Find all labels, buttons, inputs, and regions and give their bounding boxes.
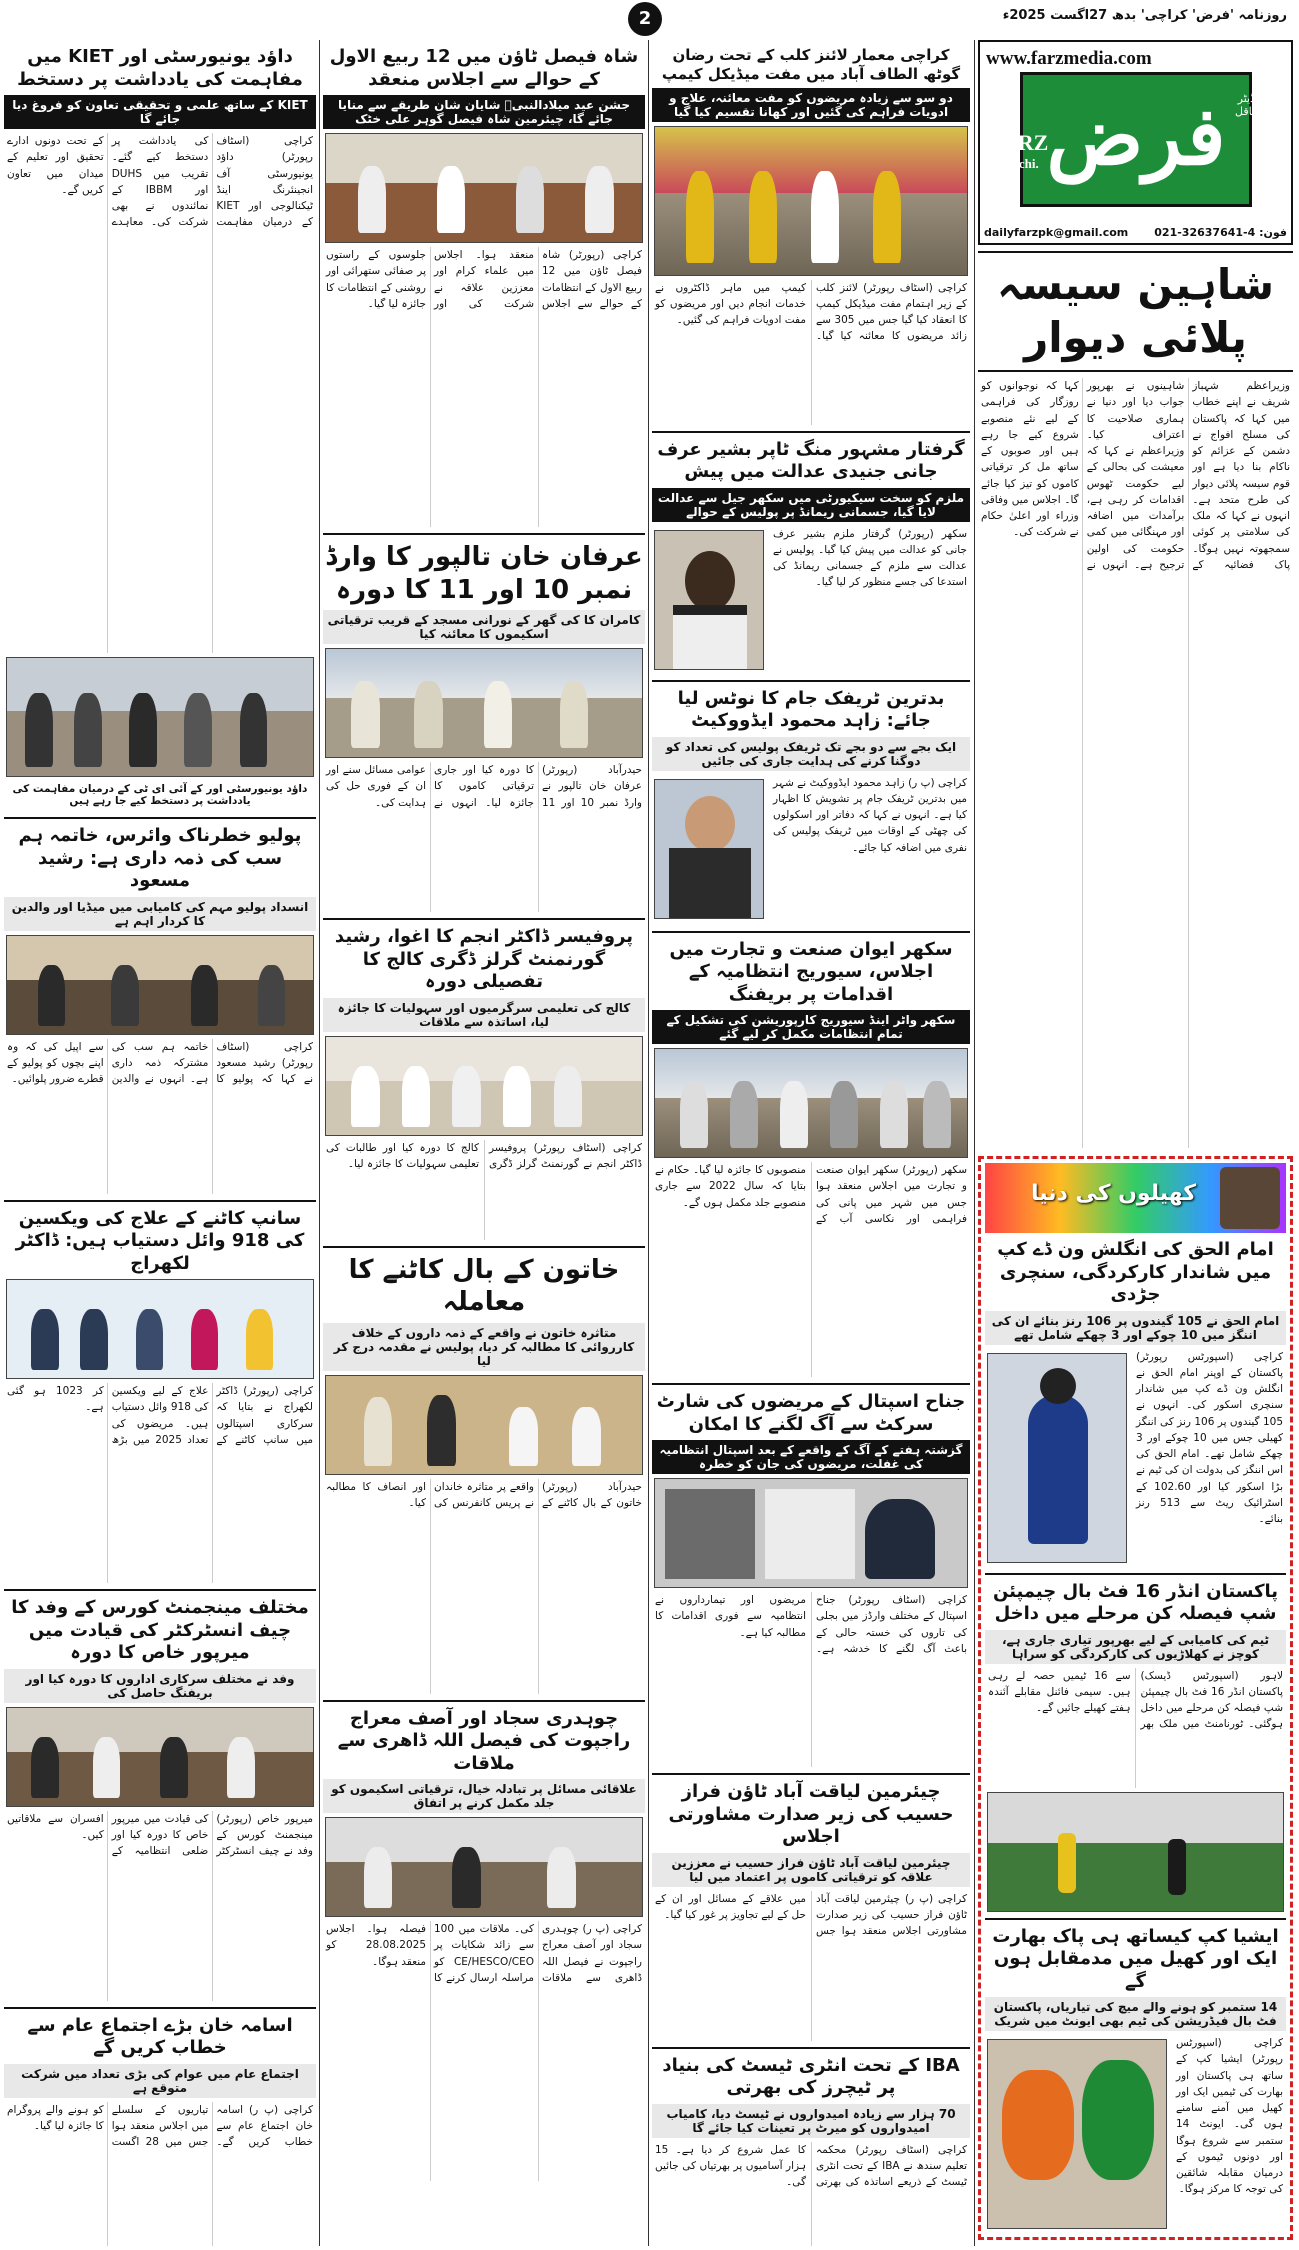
c3-story2-subhead: کامران کا کی گھر کے نورانی مسجد کے قریب ترقیاتی اسکیموں کا معائنہ کیا [323, 610, 645, 644]
sport3-photo [987, 2039, 1167, 2229]
c2-story2-headline: گرفتار مشہور منگ ٹاپر بشیر عرف جانی جنیدی عدالت میں پیش [657, 438, 965, 482]
divider [652, 2047, 970, 2049]
divider [985, 1918, 1286, 1920]
c2-story3-headline: بدترین ٹریفک جام کا نوٹس لیا جائے: زاہد محمود ایڈووکیٹ [677, 687, 945, 731]
c2-story1-photo [654, 126, 968, 276]
c4-story4-body: میرپور خاص (رپورٹر) مینجمنٹ کورس کے وفد نے چیف انسٹرکٹر کی قیادت میں میرپور خاص کا دورہ کیا اور ضلعی انتظامیہ کے افسران سے ملاقاتیں کیں۔ [7, 1812, 313, 1858]
divider [652, 431, 970, 433]
c2-story1-subhead: دو سو سے زیادہ مریضوں کو مفت معائنہ، علاج و ادویات فراہم کی گئیں اور کھانا تقسیم کیا گیا [652, 88, 970, 122]
divider [4, 1589, 316, 1591]
c3-story5-headline: چوہدری سجاد اور آصف معراج راجپوت کی فیصل اللہ ڈاھری سے ملاقات [337, 1707, 631, 1774]
c3-story3-body: کراچی (اسٹاف رپورٹر) پروفیسر ڈاکٹر انجم نے گورنمنٹ گرلز ڈگری کالج کا دورہ کیا اور طالبات کی تعلیمی سہولیات کا جائزہ لیا۔ [326, 1141, 642, 1170]
c2-story5-headline: جناح اسپتال کے مریضوں کی شارٹ سرکٹ سے آگ لگنے کا امکان [656, 1391, 966, 1435]
c4-story3-photo [6, 1279, 314, 1379]
divider [323, 533, 645, 535]
divider [652, 1383, 970, 1385]
column-left [4, 40, 316, 2246]
sport3-body: کراچی (اسپورٹس رپورٹر) ایشیا کپ کے ساتھ ہی پاکستان اور بھارت کی ٹیمیں ایک اور کھیل میں آمنے سامنے ہوں گی۔ ایونٹ 14 ستمبر سے شروع ہوگا اور دونوں ٹیموں کے درمیان مقابلہ شائقین کی توجہ کا مرکز ہوگا۔ [1176, 2037, 1283, 2196]
divider [323, 1246, 645, 1248]
c4-story5-headline: اسامہ خان بڑے اجتماع عام سے خطاب کریں گے [27, 2014, 293, 2058]
c4-story3-headline: سانپ کاٹنے کے علاج کی ویکسین کی 918 وائل دستیاب ہیں: ڈاکٹر لکھراج [15, 1207, 305, 1274]
sports-section [978, 1156, 1293, 2240]
c2-story6-body: کراچی (پ ر) چیئرمین لیاقت آباد ٹاؤن فراز حسیب کی زیر صدارت مشاورتی اجلاس منعقد ہوا جس میں علاقے کے مسائل اور ان کے حل کے لیے تجاویز پر غور کیا گیا۔ [655, 1892, 967, 1938]
divider [985, 1573, 1286, 1575]
c3-story2-body: حیدرآباد (رپورٹر) عرفان خان تالپور نے وارڈ نمبر 10 اور 11 کا دورہ کیا اور جاری ترقیاتی کاموں کا جائزہ لیا۔ انہوں نے عوامی مسائل سنے اور ان کے فوری حل کی ہدایت کی۔ [326, 764, 642, 809]
sports-banner-portrait [1220, 1167, 1280, 1229]
column-rule [974, 40, 975, 2246]
c2-story1-headline: کراچی معمار لائنز کلب کے تحت رضان گوٹھ الطاف آباد میں مفت میڈیکل کیمپ [661, 46, 961, 83]
c3-story4-photo [325, 1375, 643, 1475]
lead-body: وزیراعظم شہباز شریف نے اپنے خطاب میں کہا کہ پاکستان کی مسلح افواج نے دشمن کے عزائم کو ناکام بنا دیا ہے اور قوم سیسہ پلائی دیوار کی طرح متحد ہے۔ انہوں نے کہا کہ ملک کی سلامتی پر کوئی سمجھوتہ نہیں ہوگا۔ پاک فضائیہ کے شاہینوں نے بھرپور جواب دیا اور دنیا نے ہماری صلاحیت کا اعتراف کیا۔ وزیراعظم نے کہا کہ معیشت کی بحالی کے لیے حکومت ٹھوس اقدامات کر رہی ہے، برآمدات میں اضافہ اور مہنگائی میں کمی حکومت کی اولین ترجیح ہے۔ انہوں نے کہا کہ نوجوانوں کو روزگار کی فراہمی کے لیے نئے منصوبے شروع کیے جا رہے ہیں اور صوبوں کے ساتھ مل کر ترقیاتی کاموں کو تیز کیا جائے گا۔ اجلاس میں وفاقی وزراء اور اعلیٰ حکام نے شرکت کی۔ [981, 380, 1290, 571]
divider [323, 918, 645, 920]
masthead-contact [984, 226, 1287, 239]
c2-story5-body: کراچی (اسٹاف رپورٹر) جناح اسپتال کے مختلف وارڈز میں بجلی کی تاروں کی خستہ حالی کے باعث آگ لگنے کا خدشہ ہے۔ مریضوں اور تیمارداروں نے انتظامیہ سے فوری اقدامات کا مطالبہ کیا ہے۔ [655, 1594, 967, 1655]
c3-story5-body: کراچی (پ ر) چوہدری سجاد اور آصف معراج راجپوت نے فیصل اللہ ڈاھری سے ملاقات کی۔ ملاقات میں 100 سے زائد شکایات پر CE/HESCO/CEO کو مراسلہ ارسال کرنے کا فیصلہ ہوا۔ اجلاس 28.08.2025 کو منعقد ہوگا۔ [326, 1923, 642, 1984]
sports-banner-title: کھیلوں کی دنیا [1030, 1181, 1196, 1206]
divider [4, 1200, 316, 1202]
c4-story4-subhead: وفد نے مختلف سرکاری اداروں کا دورہ کیا اور بریفنگ حاصل کی [4, 1669, 316, 1703]
c2-story4-body: سکھر (رپورٹر) سکھر ایوان صنعت و تجارت میں اجلاس منعقد ہوا جس میں شہر میں پانی کی فراہمی اور نکاسی آب کے منصوبوں کا جائزہ لیا گیا۔ حکام نے بتایا کہ سال 2022 سے جاری منصوبے جلد مکمل ہوں گے۔ [655, 1164, 967, 1225]
column-rule [648, 40, 649, 2246]
c2-story2-photo [654, 530, 764, 670]
c3-story3-headline: پروفیسر ڈاکٹر انجم کا اغوا، رشید گورنمنٹ گرلز ڈگری کالج کا تفصیلی دورہ [334, 926, 634, 992]
c4-story2-headline: پولیو خطرناک وائرس، خاتمہ ہم سب کی ذمہ داری ہے: رشید مسعود [18, 825, 302, 891]
c3-story4-headline: خاتون کے بال کاٹنے کا معاملہ [348, 1254, 620, 1317]
c2-story7-subhead: 70 ہزار سے زیادہ امیدواروں نے ٹیسٹ دیا، کامیاب امیدواروں کو میرٹ پر تعینات کیا جائے گا [652, 2104, 970, 2138]
sport2-subhead: ٹیم کی کامیابی کے لیے بھرپور تیاری جاری ہے، کوچز نے کھلاڑیوں کی کارکردگی کو سراہا [985, 1630, 1286, 1664]
masthead-phone: 021-32637641-4 :فون [1154, 226, 1287, 239]
sport1-subhead: امام الحق نے 105 گیندوں پر 106 رنز بنائے ان کی اننگز میں 10 چوکے اور 3 چھکے شامل تھے [985, 1311, 1286, 1345]
sport2-photo [987, 1792, 1284, 1912]
c4-story1-subhead: KIET کے ساتھ علمی و تحقیقی تعاون کو فروغ دیا جائے گا [4, 95, 316, 129]
c2-story4-subhead: سکھر واٹر اینڈ سیوریج کارپوریشن کی تشکیل کے تمام انتظامات مکمل کر لیے گئے [652, 1010, 970, 1044]
c3-story2-headline: عرفان خان تالپور کا وارڈ نمبر 10 اور 11 کا دورہ [325, 542, 643, 605]
c4-story1-headline: داؤد یونیورسٹی اور KIET میں مفاہمت کی یادداشت پر دستخط [17, 46, 303, 90]
c3-story4-body: حیدرآباد (رپورٹر) خاتون کے بال کاٹنے کے واقعے پر متاثرہ خاندان نے پریس کانفرنس کی اور انصاف کا مطالبہ کیا۔ [326, 1480, 642, 1509]
sport3-subhead: 14 ستمبر کو ہونے والے میچ کی تیاریاں، پاکستان فٹ بال فیڈریشن کی ٹیم بھی ایونٹ میں شریک [985, 1997, 1286, 2031]
c4-story4-headline: مختلف مینجمنٹ کورس کے وفد کا چیف انسٹرکٹر کی قیادت میں میرپور خاص کا دورہ [11, 1597, 309, 1663]
c3-story5-subhead: علاقائی مسائل پر تبادلہ خیال، ترقیاتی اسکیموں کو جلد مکمل کرنے پر اتفاق [323, 1779, 645, 1813]
sport1-headline: امام الحق کی انگلش ون ڈے کپ میں شاندار کارکردگی، سنچری جڑدی [997, 1239, 1274, 1305]
sport1-photo [987, 1353, 1127, 1563]
c4-story1-photo [6, 657, 314, 777]
c3-story1-subhead: جشن عید میلادالنبیؐ شایان شان طریقے سے منایا جائے گا، چیئرمین شاہ فیصل گوہر علی خٹک [323, 95, 645, 129]
divider [978, 251, 1293, 253]
c3-story4-subhead: متاثرہ خاتون نے واقعے کے ذمہ داروں کے خلاف کارروائی کا مطالبہ کر دیا، پولیس نے مقدمہ درج کر لیا [323, 1323, 645, 1371]
masthead [978, 40, 1293, 245]
c4-story5-body: کراچی (پ ر) اسامہ خان اجتماع عام سے خطاب کریں گے۔ تیاریوں کے سلسلے میں اجلاس منعقد ہوا جس میں 28 اگست کو ہونے والے پروگرام کا جائزہ لیا گیا۔ [7, 2103, 313, 2149]
c2-story5-photo [654, 1478, 968, 1588]
c3-story1-headline: شاہ فیصل ٹاؤن میں 12 ربیع الاول کے حوالے سے اجلاس منعقد [329, 46, 639, 90]
divider [652, 680, 970, 682]
lead-headline: شاہین سیسہ پلائی دیوار [996, 260, 1275, 362]
c2-story3-photo [654, 779, 764, 919]
c2-story2-body: سکھر (رپورٹر) گرفتار ملزم بشیر عرف جانی کو عدالت میں پیش کیا گیا۔ پولیس نے عدالت سے ملزم کے جسمانی ریمانڈ کی استدعا کی جسے منظور کر لیا گیا۔ [773, 527, 967, 589]
c2-story3-subhead: ایک بجے سے دو بجے تک ٹریفک پولیس کی تعداد کو دوگنا کرنے کی ہدایت جاری کی جائیں [652, 737, 970, 771]
c2-story1-body: کراچی (اسٹاف رپورٹر) لائنز کلب کے زیر اہتمام مفت میڈیکل کیمپ کا انعقاد کیا گیا جس میں 305 سے زائد مریضوں کا معائنہ کیا گیا۔ کیمپ میں ماہر ڈاکٹروں نے خدمات انجام دیں اور مریضوں کو مفت ادویات فراہم کی گئیں۔ [655, 281, 967, 343]
c3-story2-photo [325, 648, 643, 758]
column-right [978, 40, 1293, 2246]
c2-story5-subhead: گزشتہ ہفتے کے آگ کے واقعے کے بعد اسپتال انتظامیہ کی غفلت، مریضوں کی جان کو خطرہ [652, 1440, 970, 1474]
c4-story4-photo [6, 1707, 314, 1807]
sport3-headline: ایشیا کپ کیساتھ ہی پاک بھارت ایک اور کھیل میں مدمقابل ہوں گے [992, 1925, 1279, 1992]
page-number: 2 [628, 2, 662, 36]
c3-story1-photo [325, 133, 643, 243]
c3-story3-photo [325, 1036, 643, 1136]
sports-banner [985, 1163, 1286, 1233]
page-top-bar [0, 0, 1299, 29]
c2-story4-photo [654, 1048, 968, 1158]
masthead-latin-name: Daily FARZ Karachi. [990, 114, 1049, 171]
masthead-logo: فرض [1020, 72, 1252, 207]
c2-story4-headline: سکھر ایوان صنعت و تجارت میں اجلاس، سیوریج انتظامیہ کے اقدامات پر بریفنگ [669, 938, 953, 1005]
divider [652, 1773, 970, 1775]
c2-story2-subhead: ملزم کو سخت سیکیورٹی میں سکھر جیل سے عدالت لایا گیا، جسمانی ریمانڈ پر پولیس کے حوالے [652, 488, 970, 522]
dateline: روزنامہ 'فرض' کراچی' بدھ 27اگست 2025ء [1002, 8, 1287, 23]
c4-story2-subhead: انسداد پولیو مہم کی کامیابی میں میڈیا اور والدین کا کردار اہم ہے [4, 897, 316, 931]
c4-story5-subhead: اجتماع عام میں عوام کی بڑی تعداد میں شرکت متوقع ہے [4, 2064, 316, 2098]
divider [323, 1700, 645, 1702]
divider [4, 817, 316, 819]
c2-story6-subhead: چیئرمین لیاقت آباد ٹاؤن فراز حسیب نے معززین علاقہ کو ترقیاتی کاموں پر اعتماد میں لیا [652, 1853, 970, 1887]
c4-story2-photo [6, 935, 314, 1035]
c4-story3-body: کراچی (رپورٹر) ڈاکٹر لکھراج نے بتایا کہ سرکاری اسپتالوں میں سانپ کاٹنے کے علاج کے لیے ویکسین کی 918 وائل دستیاب ہیں۔ مریضوں کی تعداد 2025 میں بڑھ کر 1023 ہو گئی ہے۔ [7, 1385, 313, 1446]
c4-story1-body: کراچی (اسٹاف رپورٹر) داؤد یونیورسٹی آف انجینئرنگ اینڈ ٹیکنالوجی اور KIET کے درمیان مفاہمت کی یادداشت پر دستخط کیے گئے۔ تقریب میں DUHS اور IBBM کے نمائندوں نے بھی شرکت کی۔ معاہدے کے تحت دونوں ادارے تحقیق اور تعلیم کے میدان میں تعاون کریں گے۔ [7, 135, 313, 229]
c4-story2-body: کراچی (اسٹاف رپورٹر) رشید مسعود نے کہا کہ پولیو کا خاتمہ ہم سب کی مشترکہ ذمہ داری ہے۔ انہوں نے والدین سے اپیل کی کہ وہ اپنے بچوں کو پولیو کے قطرے ضرور پلوائیں۔ [7, 1040, 313, 1086]
sport2-headline: پاکستان انڈر 16 فٹ بال چیمپئن شپ فیصلہ کن مرحلے میں داخل [992, 1580, 1279, 1624]
c2-story7-headline: IBA کے تحت انٹری ٹیسٹ کی بنیاد پر ٹیچرز کی بھرتی [662, 2054, 960, 2098]
c4-story1-caption: داؤد یونیورسٹی اور کے آئی ای ٹی کے درمیان مفاہمت کی یادداشت پر دستخط کیے جا رہے ہیں [12, 783, 308, 807]
masthead-email[interactable]: dailyfarzpk@gmail.com [984, 226, 1129, 239]
c2-story3-body: کراچی (پ ر) زاہد محمود ایڈووکیٹ نے شہر میں بدترین ٹریفک جام پر تشویش کا اظہار کیا ہے۔ انہوں نے کہا کہ دفاتر اور اسکولوں کی چھٹی کے اوقات میں ٹریفک پولیس کی نفری میں اضافہ کیا جائے۔ [773, 776, 967, 854]
c2-story7-body: کراچی (اسٹاف رپورٹر) محکمہ تعلیم سندھ نے IBA کے تحت انٹری ٹیسٹ کے ذریعے اساتذہ کی بھرتی کا عمل شروع کر دیا ہے۔ 15 ہزار آسامیوں پر بھرتیاں کی جائیں گی۔ [655, 2143, 967, 2189]
divider [4, 2007, 316, 2009]
column-rule [319, 40, 320, 2246]
divider [978, 370, 1293, 372]
c3-story3-subhead: کالج کی تعلیمی سرگرمیوں اور سہولیات کا جائزہ لیا، اساتذہ سے ملاقات [323, 998, 645, 1032]
c3-story1-body: کراچی (رپورٹر) شاہ فیصل ٹاؤن میں 12 ربیع الاول کے انتظامات کے حوالے سے اجلاس منعقد ہوا۔ اجلاس میں علماء کرام اور معززین علاقہ نے شرکت کی اور جلوسوں کے راستوں پر صفائی ستھرائی اور روشنی کے انتظامات کا جائزہ لیا گیا۔ [326, 249, 642, 310]
masthead-editor: چیف ایڈیٹر مختار عاقل [1235, 92, 1287, 118]
sport2-body: لاہور (اسپورٹس ڈیسک) پاکستان انڈر 16 فٹ بال چیمپئن شپ فیصلہ کن مرحلے میں داخل ہوگئی۔ ٹورنامنٹ میں ملک بھر سے 16 ٹیمیں حصہ لے رہی ہیں۔ سیمی فائنل مقابلے آئندہ ہفتے کھیلے جائیں گے۔ [988, 1669, 1283, 1731]
divider [652, 931, 970, 933]
column-center-right [652, 40, 970, 2246]
sport1-body: کراچی (اسپورٹس رپورٹر) پاکستان کے اوپنر امام الحق نے انگلش ون ڈے کپ میں شاندار سنچری اسکور کی۔ انہوں نے 105 گیندوں پر 106 رنز کی اننگز کھیلی جس میں 10 چوکے اور 3 چھکے شامل تھے۔ امام الحق کی اس اننگز کی بدولت ان کی ٹیم نے بڑا اسکور کیا اور 102.60 کے اسٹرائیک ریٹ سے 513 رنز بنائے۔ [1136, 1350, 1284, 1526]
masthead-url[interactable]: www.farzmedia.com [986, 48, 1152, 69]
column-center-left [323, 40, 645, 2246]
c2-story6-headline: چیئرمین لیاقت آباد ٹاؤن فراز حسیب کی زیر صدارت مشاورتی اجلاس [668, 1781, 954, 1847]
c3-story5-photo [325, 1817, 643, 1917]
